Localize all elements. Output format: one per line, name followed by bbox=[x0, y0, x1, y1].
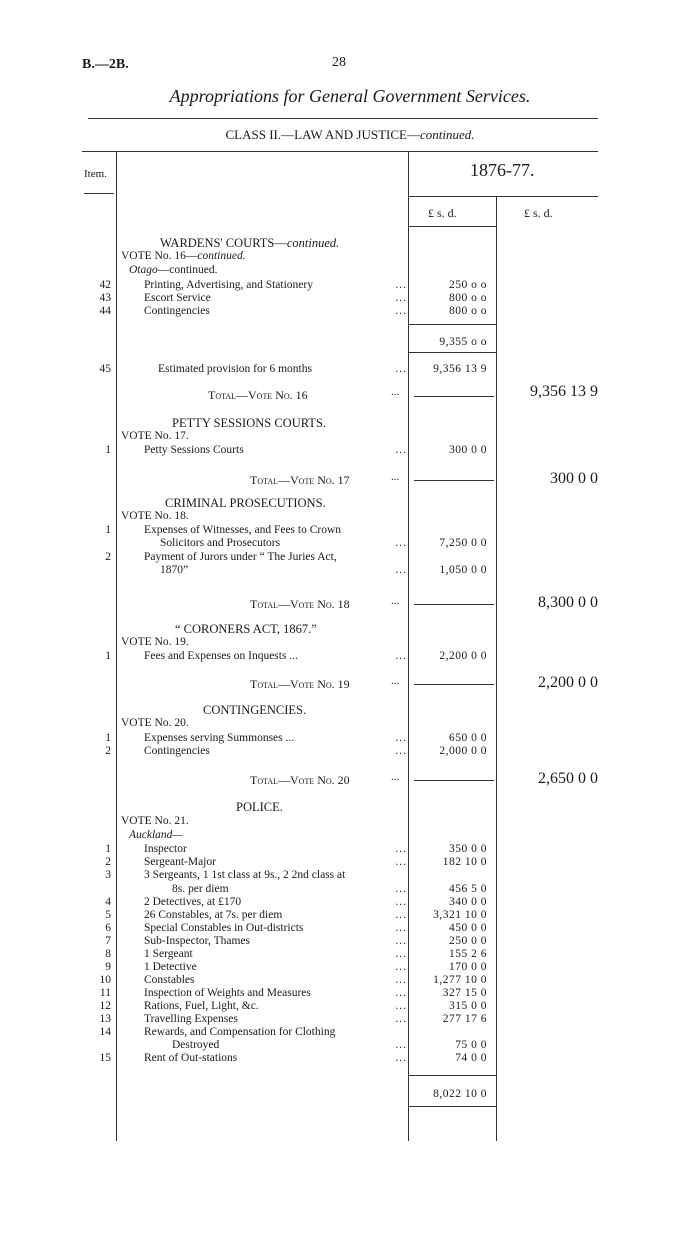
total-rule bbox=[414, 780, 494, 781]
item-header-rule bbox=[84, 193, 114, 194]
vote-18-label: VOTE No. 18. bbox=[121, 510, 189, 522]
vote-21-label: VOTE No. 21. bbox=[121, 815, 189, 827]
section-heading-contingencies: CONTINGENCIES. bbox=[203, 703, 307, 717]
section-heading-police: POLICE. bbox=[236, 800, 283, 814]
total-vote-19: 2,200 0 0 bbox=[538, 674, 598, 691]
vote-19-label: VOTE No. 19. bbox=[121, 636, 189, 648]
subtotal-rule-bottom bbox=[408, 352, 496, 353]
section-heading-petty-sessions: PETTY SESSIONS COURTS. bbox=[172, 416, 327, 430]
total-vote-18-label: Total—Vote No. 18 bbox=[250, 597, 350, 611]
region-auckland: Auckland— bbox=[129, 829, 183, 841]
vote-16-label: VOTE No. 16—continued. bbox=[121, 250, 246, 262]
total-vote-17-label: Total—Vote No. 17 bbox=[250, 473, 350, 487]
total-vote-20: 2,650 0 0 bbox=[538, 770, 598, 787]
total-rule bbox=[414, 684, 494, 685]
total-vote-16-label: Total—Vote No. 16 bbox=[208, 388, 308, 402]
year-header-rule bbox=[408, 196, 598, 197]
vote-20-label: VOTE No. 20. bbox=[121, 717, 189, 729]
subtotal-rule bbox=[408, 324, 496, 325]
amount-column-divider bbox=[408, 151, 409, 1141]
total-column-divider bbox=[496, 196, 497, 1141]
total-vote-18: 8,300 0 0 bbox=[538, 594, 598, 611]
region-otago: Otago—continued. bbox=[129, 264, 218, 276]
subtotal-rule bbox=[408, 1075, 496, 1076]
total-vote-19-label: Total—Vote No. 19 bbox=[250, 677, 350, 691]
vote-17-label: VOTE No. 17. bbox=[121, 430, 189, 442]
page-number: 28 bbox=[332, 55, 346, 70]
year-header: 1876-77. bbox=[470, 160, 535, 180]
item-column-divider bbox=[116, 151, 117, 1141]
document-reference: B.—2B. bbox=[82, 57, 129, 72]
total-rule bbox=[414, 604, 494, 605]
total-vote-20-label: Total—Vote No. 20 bbox=[250, 773, 350, 787]
lsd-header-2: £ s. d. bbox=[524, 206, 553, 220]
lsd-header-1: £ s. d. bbox=[428, 206, 457, 220]
title-rule bbox=[88, 118, 598, 119]
page-title: Appropriations for General Government Services. bbox=[169, 86, 531, 106]
total-vote-16: 9,356 13 9 bbox=[530, 383, 598, 400]
subtotal-rule-bottom bbox=[408, 1106, 496, 1107]
table-top-rule bbox=[82, 151, 598, 152]
total-rule bbox=[414, 396, 494, 397]
section-heading-criminal: CRIMINAL PROSECUTIONS. bbox=[165, 496, 326, 510]
total-vote-17: 300 0 0 bbox=[550, 470, 598, 487]
total-rule bbox=[414, 480, 494, 481]
section-heading-wardens: WARDENS' COURTS—continued. bbox=[160, 236, 340, 250]
lsd-header-rule bbox=[408, 226, 496, 227]
item-column-header: Item. bbox=[84, 168, 107, 180]
section-heading-coroners: “ CORONERS ACT, 1867.” bbox=[175, 622, 317, 636]
class-title: CLASS II.—LAW AND JUSTICE—continued. bbox=[225, 127, 475, 142]
